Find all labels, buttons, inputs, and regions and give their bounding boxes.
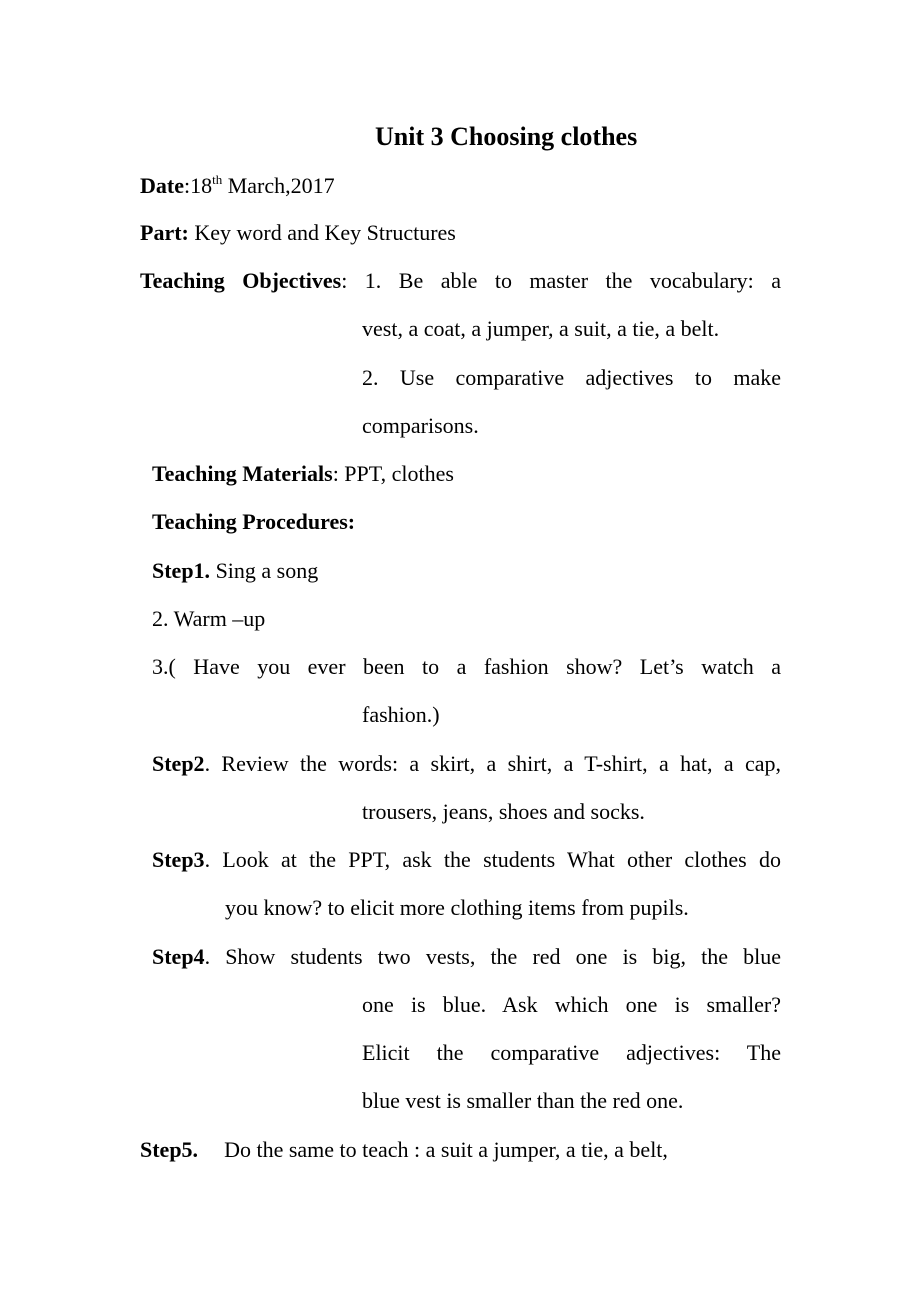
materials-line [152,463,454,485]
date-label: Date [140,173,184,198]
fashion-line-1: 3.( Have you ever been to a fashion show? Let’s watch a [152,654,781,679]
step5-line [140,1139,668,1161]
step1-text: Sing a song [210,558,319,583]
step4-label: Step4 [152,944,205,969]
step1-label: Step1. [152,558,211,583]
step2-text-1: . Review the words: a skirt, a shirt, a T-shirt, a hat, a cap, [204,751,781,776]
step4-line-2: one is blue. Ask which one is smaller? [362,992,781,1017]
objectives-line-1 [140,270,781,292]
objectives-line-4: comparisons. [362,413,479,438]
procedures-heading: Teaching Procedures: [152,509,356,534]
step4-line-1 [152,946,781,968]
step2-label: Step2 [152,751,205,776]
date-line [140,172,335,198]
step2-line-2: trousers, jeans, shoes and socks. [362,799,645,824]
date-suffix: th [212,172,223,187]
fashion-line-2: fashion.) [362,702,440,727]
objectives-line-3: 2. Use comparative adjectives to make [362,365,781,390]
objectives-line-2: vest, a coat, a jumper, a suit, a tie, a belt. [362,316,720,341]
materials-label: Teaching Materials [152,461,333,486]
page-title: Unit 3 Choosing clothes [375,122,638,151]
step3-line-1 [152,849,781,871]
step1-line [152,560,318,582]
part-label: Part: [140,220,189,245]
materials-text: : PPT, clothes [332,461,454,486]
warmup-line: 2. Warm –up [152,606,266,631]
objectives-text-1: : 1. Be able to master the vocabulary: a [341,268,781,293]
step5-text: Do the same to teach : a suit a jumper, a tie, a belt, [224,1137,668,1162]
step3-label: Step3 [152,847,205,872]
objectives-label: Teaching Objectives [140,268,342,293]
step5-label: Step5. [140,1137,199,1162]
step4-text-1: . Show students two vests, the red one is big, the blue [204,944,781,969]
step4-line-3: Elicit the comparative adjectives: The [362,1040,781,1065]
date-rest: March,2017 [222,173,335,198]
step4-line-4: blue vest is smaller than the red one. [362,1088,684,1113]
step3-text-1: . Look at the PPT, ask the students What other clothes do [204,847,781,872]
step3-line-2: you know? to elicit more clothing items from pupils. [225,895,689,920]
step2-line-1 [152,753,781,775]
part-text: Key word and Key Structures [188,220,456,245]
date-day: :18 [183,173,213,198]
part-line [140,222,456,244]
